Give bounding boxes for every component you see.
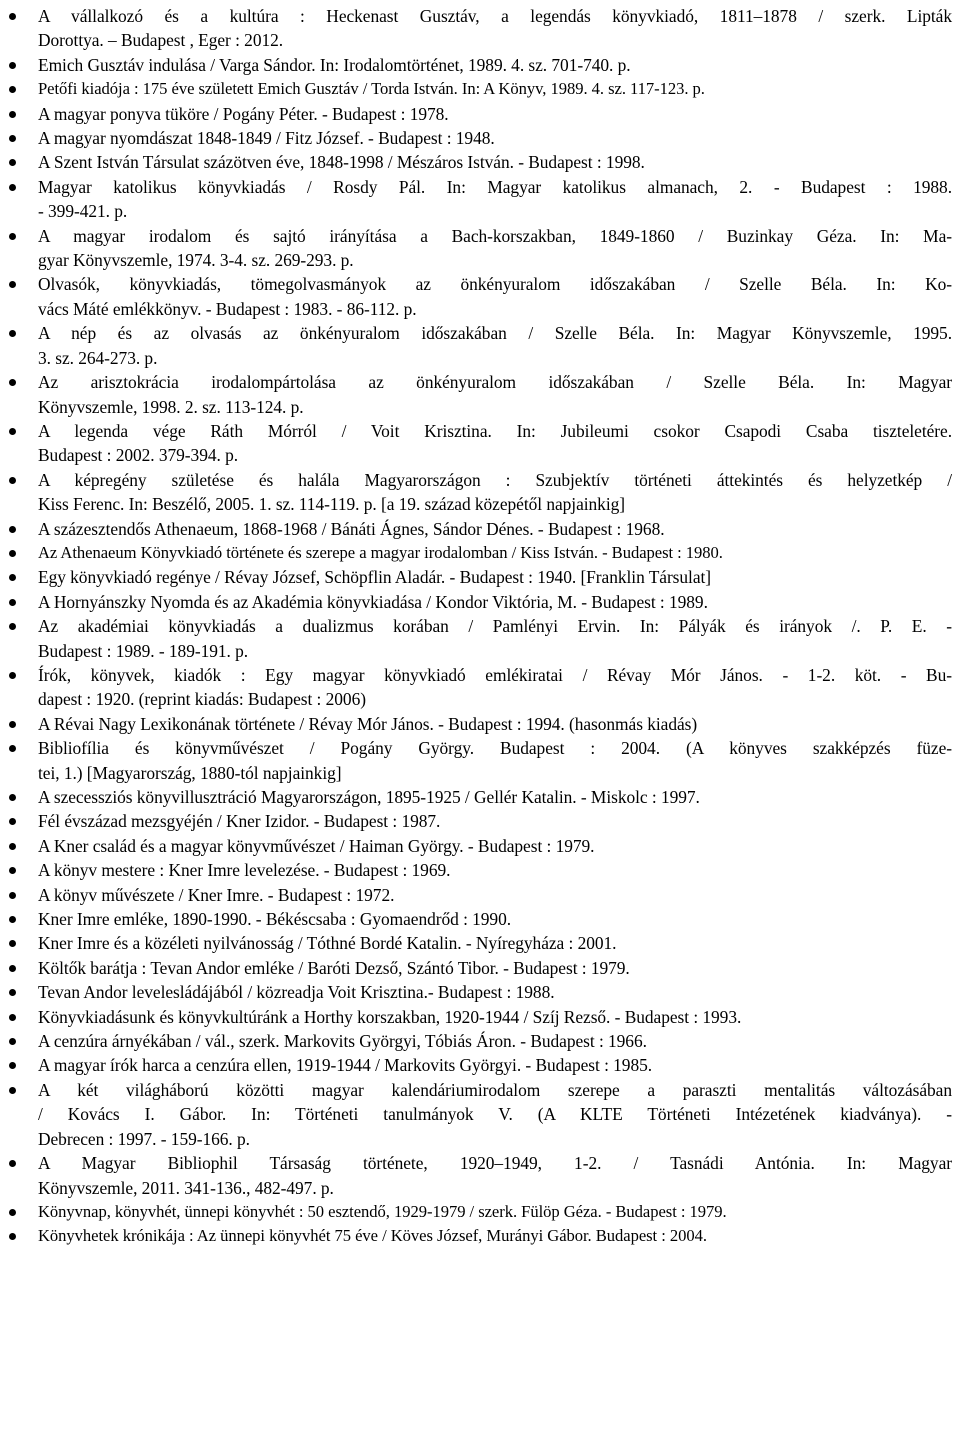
bibliography-entry <box>0 1053 952 1077</box>
entry-text-line: A vállalkozó és a kultúra : Heckenast Gusztáv, a legendás könyvkiadó, 1811–1878 / szerk. Lipták <box>38 6 952 26</box>
entry-text-line: Kiss Ferenc. In: Beszélő, 2005. 1. sz. 114-119. p. [a 19. század közepétől napjainkig] <box>38 494 625 515</box>
bullet-icon <box>9 574 16 581</box>
bullet-icon <box>9 1038 16 1045</box>
bibliography-entry <box>0 785 952 809</box>
bullet-icon <box>9 623 16 630</box>
entry-text-line: A két világháború közötti magyar kalendáriumirodalom szerepe a paraszti mentalitás változásában <box>38 1079 952 1100</box>
entry-text-line: A Kner család és a magyar könyvművészet / Haiman György. - Budapest : 1979. <box>38 835 595 856</box>
bullet-icon <box>9 672 16 679</box>
entry-text-line: Az Athenaeum Könyvkiadó története és szerepe a magyar irodalomban / Kiss István. - Budapest : 1980. <box>38 542 723 562</box>
bibliography-entry <box>0 614 952 663</box>
entry-text-line: Dorottya. – Budapest , Eger : 2012. <box>38 30 284 51</box>
entry-text-line: A szecessziós könyvillusztráció Magyarországon, 1895-1925 / Gellér Katalin. - Miskolc : 1997. <box>38 787 700 807</box>
entry-text-line: A magyar nyomdászat 1848-1849 / Fitz József. - Budapest : 1948. <box>38 128 495 149</box>
bibliography-entry <box>0 931 952 955</box>
bibliography-entry <box>0 321 952 370</box>
bullet-icon <box>9 233 16 240</box>
entry-text-line: Könyvnap, könyvhét, ünnepi könyvhét : 50 esztendő, 1929-1979 / szerk. Fülöp Géza. - Budapest : 1979. <box>38 1201 727 1221</box>
bullet-icon <box>9 111 16 118</box>
entry-text-line: Könyvszemle, 2011. 341-136., 482-497. p. <box>38 1177 334 1198</box>
bullet-icon <box>9 965 16 972</box>
entry-text-line: A magyar irodalom és sajtó irányítása a Bach-korszakban, 1849-1860 / Buzinkay Géza. In: Ma- <box>38 225 952 246</box>
bibliography-entry <box>0 663 952 712</box>
bibliography-entry <box>0 1224 952 1248</box>
bullet-icon <box>9 916 16 923</box>
bibliography-entry <box>0 834 952 858</box>
entry-text-line: A legenda vége Ráth Mórról / Voit Krisztina. In: Jubileumi csokor Csapodi Csaba tiszteletére. <box>38 420 952 441</box>
entry-text-line: Könyvszemle, 1998. 2. sz. 113-124. p. <box>38 396 304 417</box>
entry-text-line: Bibliofília és könyvművészet / Pogány György. Budapest : 2004. (A könyves szakképzés füze- <box>38 738 952 759</box>
bullet-icon <box>9 1209 16 1216</box>
bibliography-entry <box>0 468 952 517</box>
bullet-icon <box>9 599 16 606</box>
bullet-icon <box>9 794 16 801</box>
entry-text-line: 3. sz. 264-273. p. <box>38 347 158 368</box>
entry-text-line: A cenzúra árnyékában / vál., szerk. Markovits Györgyi, Tóbiás Áron. - Budapest : 1966. <box>38 1031 647 1052</box>
entry-text-line: Költők barátja : Tevan Andor emléke / Baróti Dezső, Szántó Tibor. - Budapest : 1979. <box>38 957 630 978</box>
bullet-icon <box>9 550 16 557</box>
bibliography-list <box>0 4 952 1249</box>
entry-text-line: Könyvkiadásunk és könyvkultúránk a Horthy korszakban, 1920-1944 / Szíj Rezső. - Budapest : 1993. <box>38 1006 742 1027</box>
bibliography-entry <box>0 590 952 614</box>
entry-text-line: gyar Könyvszemle, 1974. 3-4. sz. 269-293. p. <box>38 250 354 271</box>
bibliography-entry <box>0 517 952 541</box>
bibliography-entry <box>0 1005 952 1029</box>
bullet-icon <box>9 867 16 874</box>
entry-text-line: Petőfi kiadója : 175 éve született Emich Gusztáv / Torda István. In: A Könyv, 1989. 4. sz. 117-123. p. <box>38 79 705 99</box>
entry-text-line: Magyar katolikus könyvkiadás / Rosdy Pál. In: Magyar katolikus almanach, 2. - Budapest : 1988. <box>38 176 952 197</box>
bullet-icon <box>9 281 16 288</box>
bullet-icon <box>9 1014 16 1021</box>
entry-text-line: - 399-421. p. <box>38 201 128 222</box>
bibliography-entry <box>0 102 952 126</box>
bibliography-entry <box>0 1029 952 1053</box>
entry-text-line: A képregény születése és halála Magyarországon : Szubjektív történeti áttekintés és helyzetkép / <box>38 469 952 490</box>
entry-text-line: Olvasók, könyvkiadás, tömegolvasmányok az önkényuralom időszakában / Szelle Béla. In: Ko- <box>38 274 952 295</box>
entry-text-line: Tevan Andor levelesládájából / közreadja Voit Krisztina.- Budapest : 1988. <box>38 982 555 1003</box>
entry-text-line: vács Máté emlékkönyv. - Budapest : 1983. - 86-112. p. <box>38 298 417 319</box>
bullet-icon <box>9 379 16 386</box>
bullet-icon <box>9 1233 16 1240</box>
bibliography-entry <box>0 907 952 931</box>
bibliography-entry <box>0 858 952 882</box>
entry-text-line: A könyv mestere : Kner Imre levelezése. - Budapest : 1969. <box>38 860 451 881</box>
bibliography-entry <box>0 126 952 150</box>
bibliography-entry <box>0 809 952 833</box>
bibliography-entry <box>0 53 952 77</box>
bibliography-entry <box>0 370 952 419</box>
bullet-icon <box>9 13 16 20</box>
bibliography-entry <box>0 956 952 980</box>
bibliography-entry <box>0 883 952 907</box>
bibliography-entry <box>0 1151 952 1200</box>
entry-text-line: Fél évszázad mezsgyéjén / Kner Izidor. - Budapest : 1987. <box>38 811 441 832</box>
bullet-icon <box>9 1087 16 1094</box>
bullet-icon <box>9 940 16 947</box>
bullet-icon <box>9 989 16 996</box>
entry-text-line: / Kovács I. Gábor. In: Történeti tanulmányok V. (A KLTE Történeti Intézetének kiadványa). - <box>38 1104 952 1125</box>
entry-text-line: dapest : 1920. (reprint kiadás: Budapest : 2006) <box>38 689 366 710</box>
bibliography-entry <box>0 224 952 273</box>
entry-text-line: Budapest : 1989. - 189-191. p. <box>38 640 249 661</box>
bullet-icon <box>9 184 16 191</box>
bullet-icon <box>9 135 16 142</box>
entry-text-line: Könyvhetek krónikája : Az ünnepi könyvhét 75 éve / Köves József, Murányi Gábor. Budapest : 2004. <box>38 1226 707 1246</box>
entry-text-line: A százesztendős Athenaeum, 1868-1968 / Bánáti Ágnes, Sándor Dénes. - Budapest : 1968. <box>38 518 665 539</box>
bibliography-entry <box>0 980 952 1004</box>
entry-text-line: A könyv művészete / Kner Imre. - Budapest : 1972. <box>38 884 395 905</box>
entry-text-line: A nép és az olvasás az önkényuralom időszakában / Szelle Béla. In: Magyar Könyvszemle, 1995. <box>38 323 952 344</box>
bullet-icon <box>9 1062 16 1069</box>
bullet-icon <box>9 428 16 435</box>
bullet-icon <box>9 477 16 484</box>
bibliography-entry <box>0 175 952 224</box>
bullet-icon <box>9 526 16 533</box>
bibliography-entry <box>0 272 952 321</box>
bibliography-entry <box>0 1078 952 1151</box>
entry-text-line: Az akadémiai könyvkiadás a dualizmus korában / Pamlényi Ervin. In: Pályák és irányok /. P. E. - <box>38 616 952 637</box>
entry-text-line: Írók, könyvek, kiadók : Egy magyar könyvkiadó emlékiratai / Révay Mór János. - 1-2. köt. - Bu- <box>38 664 952 685</box>
entry-text-line: A Hornyánszky Nyomda és az Akadémia könyvkiadása / Kondor Viktória, M. - Budapest : 1989. <box>38 591 708 612</box>
bullet-icon <box>9 330 16 337</box>
entry-text-line: A magyar írók harca a cenzúra ellen, 1919-1944 / Markovits Györgyi. - Budapest : 1985. <box>38 1055 653 1076</box>
entry-text-line: Egy könyvkiadó regénye / Révay József, Schöpflin Aladár. - Budapest : 1940. [Franklin Társulat] <box>38 567 712 588</box>
entry-text-line: Budapest : 2002. 379-394. p. <box>38 445 239 466</box>
entry-text-line: Kner Imre és a közéleti nyilvánosság / Tóthné Bordé Katalin. - Nyíregyháza : 2001. <box>38 933 617 954</box>
bullet-icon <box>9 818 16 825</box>
bibliography-entry <box>0 1200 952 1224</box>
entry-text-line: Az arisztokrácia irodalompártolása az önkényuralom időszakában / Szelle Béla. In: Magyar <box>38 372 952 393</box>
bullet-icon <box>9 1160 16 1167</box>
bullet-icon <box>9 62 16 69</box>
bibliography-entry <box>0 419 952 468</box>
bibliography-entry <box>0 4 952 53</box>
entry-text-line: Kner Imre emléke, 1890-1990. - Békéscsaba : Gyomaendrőd : 1990. <box>38 909 512 930</box>
entry-text-line: Debrecen : 1997. - 159-166. p. <box>38 1128 250 1149</box>
entry-text-line: A Révai Nagy Lexikonának története / Révay Mór János. - Budapest : 1994. (hasonmás kiadás) <box>38 713 698 734</box>
bibliography-entry <box>0 541 952 565</box>
bullet-icon <box>9 86 16 93</box>
bibliography-entry <box>0 77 952 101</box>
bullet-icon <box>9 159 16 166</box>
bibliography-entry <box>0 150 952 174</box>
bullet-icon <box>9 892 16 899</box>
bibliography-entry <box>0 565 952 589</box>
entry-text-line: A Szent István Társulat százötven éve, 1848-1998 / Mészáros István. - Budapest : 1998. <box>38 152 645 173</box>
bullet-icon <box>9 721 16 728</box>
entry-text-line: A magyar ponyva tüköre / Pogány Péter. - Budapest : 1978. <box>38 103 449 124</box>
entry-text-line: A Magyar Bibliophil Társaság története, 1920–1949, 1-2. / Tasnádi Antónia. In: Magyar <box>38 1153 952 1174</box>
entry-text-line: tei, 1.) [Magyarország, 1880-tól napjainkig] <box>38 762 342 783</box>
bullet-icon <box>9 745 16 752</box>
bullet-icon <box>9 843 16 850</box>
bibliography-entry <box>0 712 952 736</box>
bibliography-entry <box>0 736 952 785</box>
entry-text-line: Emich Gusztáv indulása / Varga Sándor. In: Irodalomtörténet, 1989. 4. sz. 701-740. p. <box>38 54 631 75</box>
